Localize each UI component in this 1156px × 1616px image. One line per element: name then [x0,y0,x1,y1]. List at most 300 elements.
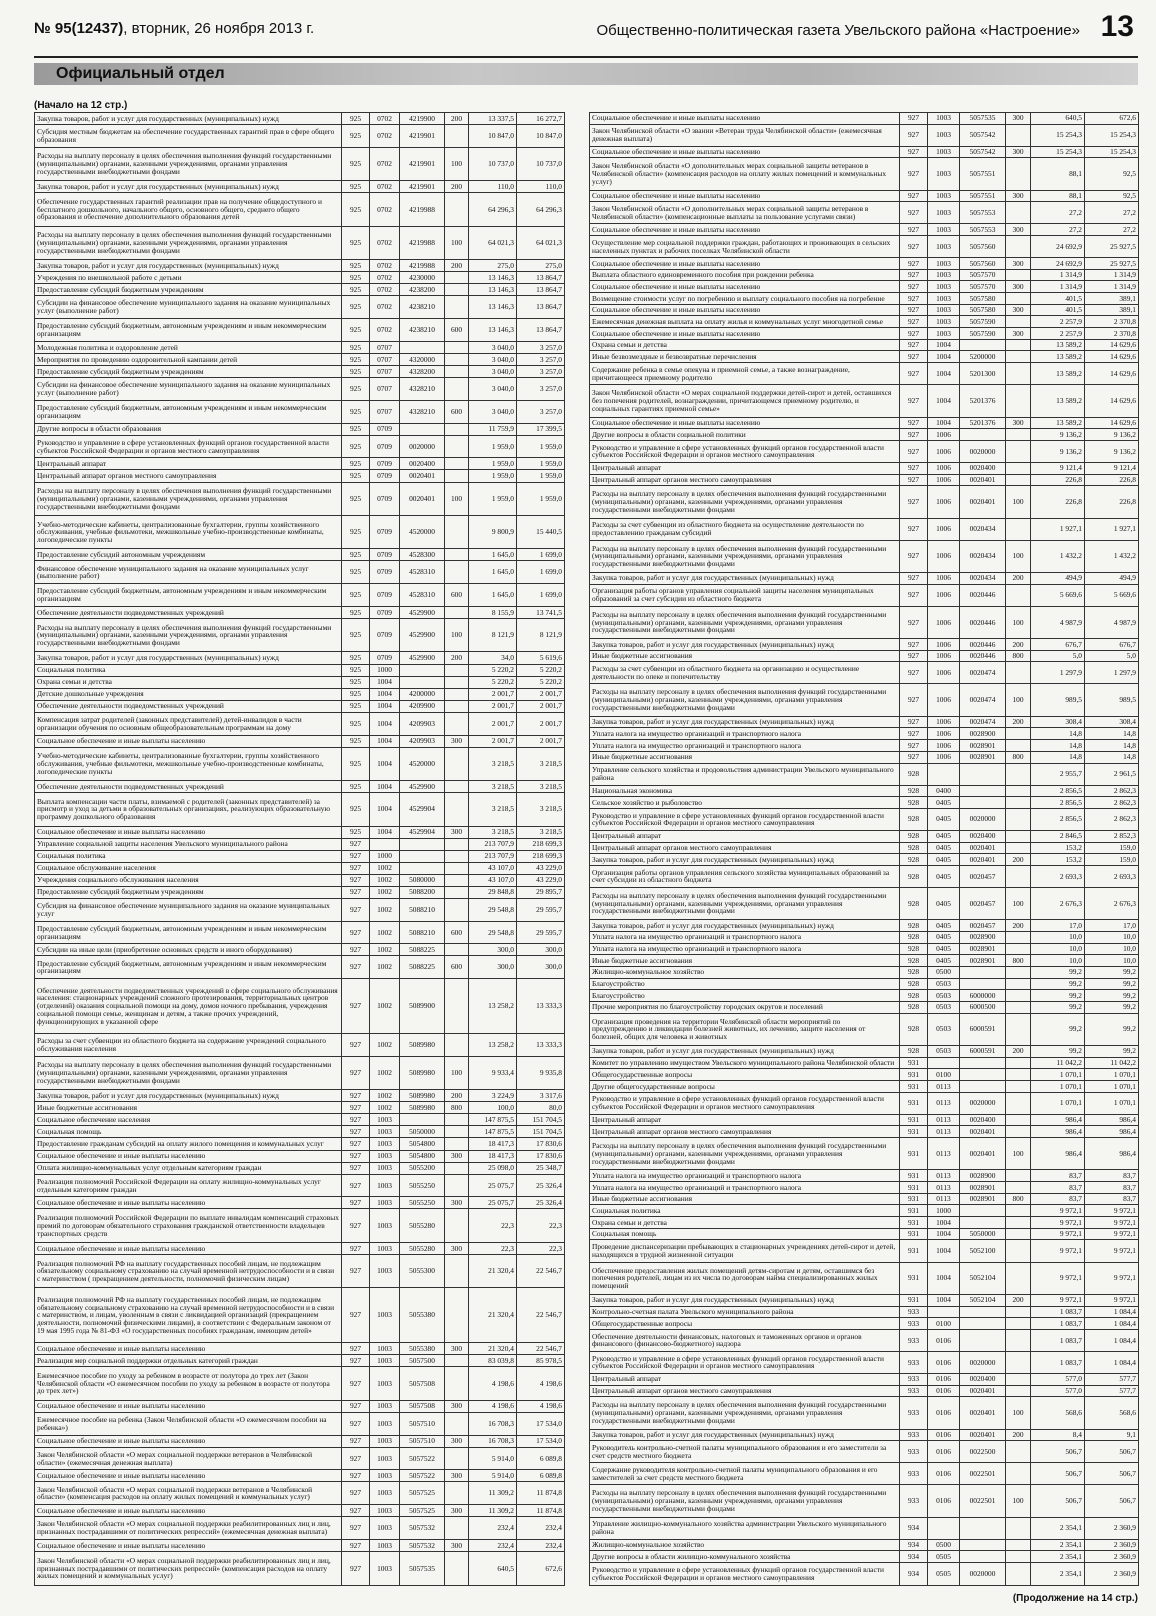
section-code: 0709 [370,470,400,482]
expense-type-code [445,561,469,584]
section-code: 0500 [928,1539,960,1551]
section-code: 1004 [928,363,960,385]
table-row [35,226,565,259]
expense-type-code [1006,1318,1031,1330]
item-name: Предоставление субсидий бюджетным, автономным учреждениям и иным некоммерческим организациям [35,400,342,423]
section-code: 0113 [928,1170,960,1182]
item-name: Уплата налога на имущество организаций и транспортного налога [590,931,900,943]
target-article-code: 4520000 [400,747,445,780]
target-article-code: 4528300 [400,549,445,561]
table-row [35,1102,565,1114]
ministry-code: 927 [900,639,928,651]
expense-type-code [445,1288,469,1343]
ministry-code: 927 [900,269,928,281]
table-row [590,1306,1139,1318]
expense-type-code: 300 [1006,146,1031,158]
table-row [590,440,1139,462]
section-code: 0702 [370,226,400,259]
target-article-code: 0020400 [960,1114,1006,1126]
section-code: 1002 [370,886,400,898]
expense-type-code [445,781,469,793]
item-name: Обеспечение деятельности финансовых, налоговых и таможенных органов и органов финансового (финансово-бюджетного) надзора [590,1329,900,1351]
amount-year-2: 506,7 [1085,1441,1139,1463]
ministry-code: 931 [900,1092,928,1114]
amount-year-1: 9 972,1 [1031,1205,1085,1217]
target-article-code: 0022501 [960,1485,1006,1517]
item-name: Расходы на выплату персоналу в целях обеспечения выполнения функций государственными (муниципальными) органами, казенными учреждениями, органами управления государственными внебюджетными фондами [590,606,900,638]
target-article-code: 0028901 [960,1193,1006,1205]
amount-year-2: 9 972,1 [1085,1294,1139,1306]
amount-year-1: 43 107,0 [469,862,517,874]
ministry-code: 928 [900,1046,928,1058]
table-row [35,470,565,482]
amount-year-1: 9 136,2 [1031,429,1085,441]
amount-year-1: 9 972,1 [1031,1217,1085,1229]
amount-year-2: 14 629,6 [1085,417,1139,429]
table-row [590,158,1139,190]
amount-year-2: 15 440,5 [517,515,565,548]
ministry-code: 925 [342,272,370,284]
section-code: 0707 [370,378,400,401]
expense-type-code [1006,1329,1031,1351]
item-name: Расходы на выплату персоналу в целях обеспечения выполнения функций государственными (муниципальными) органами, казенными учреждениями, органами управления государственными внебюджетными фондами [590,1138,900,1170]
ministry-code: 925 [342,341,370,353]
amount-year-2: 3 218,5 [517,747,565,780]
table-row [590,281,1139,293]
amount-year-2: 389,1 [1085,293,1139,305]
ministry-code: 931 [900,1081,928,1093]
expense-type-code [1006,339,1031,351]
table-row [590,1429,1139,1441]
amount-year-2: 83,7 [1085,1170,1139,1182]
section-code: 1002 [370,921,400,944]
target-article-code: 5057532 [400,1517,445,1540]
expense-type-code [1006,990,1031,1002]
item-name: Центральный аппарат органов местного самоуправления [35,470,342,482]
table-row [35,423,565,435]
expense-type-code [1006,202,1031,224]
table-row [35,272,565,284]
item-name: Ежемесячное пособие по уходу за ребенком в возрасте от полутора до трех лет (Закон Челябинской области «О ежемесячном пособии по уходу за ребенком в возрасте от полутора до трех лет») [35,1367,342,1400]
section-code: 1006 [928,429,960,441]
item-name: Социальное обеспечение и иные выплаты населению [35,1197,342,1209]
amount-year-2: 3 218,5 [517,826,565,838]
ministry-code: 925 [342,700,370,712]
amount-year-1: 9 972,1 [1031,1262,1085,1294]
table-row [35,1343,565,1355]
section-code: 1003 [928,304,960,316]
amount-year-1: 64 296,3 [469,193,517,226]
expense-type-code: 200 [1006,854,1031,866]
ministry-code: 933 [900,1373,928,1385]
section-code: 0702 [370,284,400,296]
amount-year-2: 11 874,8 [517,1482,565,1505]
section-code: 0709 [370,458,400,470]
amount-year-1: 986,4 [1031,1138,1085,1170]
amount-year-2: 83,7 [1085,1182,1139,1194]
target-article-code: 5057542 [960,146,1006,158]
section-code: 1000 [370,664,400,676]
ministry-code: 925 [342,664,370,676]
target-article-code [400,676,445,688]
ministry-code: 933 [900,1485,928,1517]
section-code: 0405 [928,931,960,943]
table-row [35,1540,565,1552]
item-name: Руководитель контрольно-счетной палаты муниципального образования и его заместители за счет средств местного бюджета [590,1441,900,1463]
section-code: 0113 [928,1182,960,1194]
item-name: Учреждения по внешкольной работе с детьми [35,272,342,284]
target-article-code: 5050000 [960,1228,1006,1240]
table-row [590,1228,1139,1240]
section-code: 1003 [370,1150,400,1162]
expense-type-code [1006,1092,1031,1114]
section-code: 1006 [928,584,960,606]
expense-type-code [1006,662,1031,684]
target-article-code: 5055280 [400,1209,445,1242]
table-row [590,797,1139,809]
amount-year-1: 3 218,5 [469,826,517,838]
amount-year-1: 88,1 [1031,158,1085,190]
item-name: Социальное обеспечение населения [35,1114,342,1126]
ministry-code: 933 [900,1441,928,1463]
expense-type-code [1006,1373,1031,1385]
ministry-code: 931 [900,1193,928,1205]
table-row [35,838,565,850]
ministry-code: 927 [342,1540,370,1552]
table-row [35,1174,565,1197]
expense-type-code [1006,1539,1031,1551]
section-code: 0702 [370,272,400,284]
amount-year-2: 672,6 [1085,113,1139,125]
target-article-code: 5088200 [400,886,445,898]
amount-year-2: 9 136,2 [1085,440,1139,462]
ministry-code: 933 [900,1306,928,1318]
item-name: Расходы на выплату персоналу в целях обеспечения выполнения функций государственными (муниципальными) органами, казенными учреждениями, органами управления государственными внебюджетными фондами [590,486,900,518]
section-code: 1004 [928,1262,960,1294]
section-code: 1002 [370,1034,400,1057]
amount-year-2: 1 959,0 [517,470,565,482]
section-code: 1003 [928,258,960,270]
target-article-code: 5080000 [400,874,445,886]
amount-year-1: 2 354,1 [1031,1517,1085,1539]
table-row [590,269,1139,281]
item-name: Уплата налога на имущество организаций и транспортного налога [590,943,900,955]
amount-year-2: 2 862,3 [1085,785,1139,797]
amount-year-1: 13 589,2 [1031,351,1085,363]
section-code: 0405 [928,854,960,866]
amount-year-1: 83,7 [1031,1193,1085,1205]
ministry-code: 927 [900,351,928,363]
section-code: 1003 [370,1126,400,1138]
ministry-code: 927 [900,429,928,441]
amount-year-2: 3 257,0 [517,400,565,423]
expense-type-code [445,272,469,284]
expense-type-code: 300 [1006,190,1031,202]
section-code: 1003 [928,281,960,293]
amount-year-1: 5 914,0 [469,1470,517,1482]
amount-year-1: 9 800,9 [469,515,517,548]
table-row [590,113,1139,125]
section-code: 1006 [928,684,960,716]
expense-type-code: 200 [445,113,469,125]
amount-year-2: 6 089,8 [517,1447,565,1470]
table-row [590,1193,1139,1205]
item-name: Возмещение стоимости услуг по погребению и выплату социального пособия на погребение [590,293,900,305]
target-article-code: 5088210 [400,898,445,921]
item-name: Социальное обеспечение и иные выплаты населению [35,1540,342,1552]
expense-type-code: 300 [1006,113,1031,125]
expense-type-code [1006,440,1031,462]
amount-year-2: 9 136,2 [1085,429,1139,441]
amount-year-2: 9 935,8 [517,1056,565,1089]
ministry-code: 927 [342,1435,370,1447]
ministry-code: 928 [900,920,928,932]
table-row [35,515,565,548]
expense-type-code [1006,1182,1031,1194]
amount-year-1: 3 224,9 [469,1090,517,1102]
amount-year-1: 25 075,7 [469,1197,517,1209]
table-row [35,956,565,979]
expense-type-code: 200 [1006,1046,1031,1058]
amount-year-1: 2 693,3 [1031,865,1085,887]
table-row [590,584,1139,606]
item-name: Центральный аппарат [590,462,900,474]
amount-year-1: 34,0 [469,652,517,664]
target-article-code: 0028900 [960,931,1006,943]
table-row [35,688,565,700]
section-code: 1003 [928,269,960,281]
amount-year-1: 3 218,5 [469,793,517,826]
target-article-code: 5052104 [960,1262,1006,1294]
item-name: Социальная политика [35,850,342,862]
item-name: Расходы на выплату персоналу в целях обеспечения выполнения функций государственными (муниципальными) органами, казенными учреждениями, органами управления государственными внебюджетными фондами [35,1056,342,1089]
target-article-code: 0020401 [960,854,1006,866]
amount-year-2: 1 070,1 [1085,1092,1139,1114]
expense-type-code [445,284,469,296]
table-row [590,1138,1139,1170]
amount-year-2: 4 987,9 [1085,606,1139,638]
amount-year-2: 10,0 [1085,931,1139,943]
ministry-code: 928 [900,990,928,1002]
ministry-code: 925 [342,688,370,700]
amount-year-2: 99,2 [1085,966,1139,978]
ministry-code: 925 [342,366,370,378]
item-name: Закупка товаров, работ и услуг для государственных (муниципальных) нужд [35,181,342,193]
ministry-code: 927 [900,190,928,202]
item-name: Закупка товаров, работ и услуг для государственных (муниципальных) нужд [590,854,900,866]
table-row [590,887,1139,919]
continued-on-note: (Продолжение на 14 стр.) [1012,1593,1138,1604]
table-row [590,1329,1139,1351]
amount-year-1: 10,0 [1031,955,1085,967]
table-row [35,606,565,618]
target-article-code: 0020400 [960,462,1006,474]
ministry-code: 928 [900,931,928,943]
expense-type-code: 300 [445,1470,469,1482]
ministry-code: 927 [342,1400,370,1412]
section-code [928,1306,960,1318]
amount-year-2: 25 927,5 [1085,236,1139,258]
expense-type-code [445,435,469,458]
item-name: Предоставление субсидий бюджетным, автономным учреждениям и иным некоммерческим организациям [35,956,342,979]
amount-year-1: 13 146,3 [469,284,517,296]
section-code: 1006 [928,440,960,462]
target-article-code: 5057525 [400,1482,445,1505]
amount-year-2: 25 348,7 [517,1162,565,1174]
item-name: Центральный аппарат [35,458,342,470]
expense-type-code [1006,1057,1031,1069]
target-article-code: 0028901 [960,1182,1006,1194]
target-article-code: 4528310 [400,561,445,584]
table-row [35,561,565,584]
amount-year-1: 13 146,3 [469,272,517,284]
target-article-code: 0020400 [960,830,1006,842]
amount-year-2: 232,4 [517,1540,565,1552]
ministry-code: 925 [342,482,370,515]
target-article-code [960,1539,1006,1551]
ministry-code: 927 [342,1034,370,1057]
section-code: 1003 [370,1114,400,1126]
ministry-code: 925 [342,147,370,180]
amount-year-1: 3 040,0 [469,353,517,365]
ministry-code: 925 [342,284,370,296]
item-name: Социальное обеспечение и иные выплаты населению [35,826,342,838]
item-name: Уплата налога на имущество организаций и транспортного налога [590,728,900,740]
expense-type-code [445,747,469,780]
section-code: 0405 [928,865,960,887]
target-article-code: 0020434 [960,518,1006,540]
amount-year-2: 15 254,3 [1085,124,1139,146]
ministry-code: 925 [342,470,370,482]
section-code: 1003 [370,1162,400,1174]
amount-year-1: 16 708,3 [469,1412,517,1435]
item-name: Социальное обеспечение и иные выплаты населению [590,258,900,270]
amount-year-1: 147 875,5 [469,1114,517,1126]
ministry-code: 931 [900,1205,928,1217]
amount-year-1: 5 220,2 [469,664,517,676]
amount-year-2: 1 699,0 [517,549,565,561]
target-article-code: 0020401 [960,1126,1006,1138]
item-name: Охрана семьи и детства [590,339,900,351]
amount-year-2: 226,8 [1085,474,1139,486]
page-header [34,10,1138,58]
section-code: 1000 [928,1205,960,1217]
section-code: 0405 [928,887,960,919]
target-article-code: 5200000 [960,351,1006,363]
table-row [35,113,565,125]
expense-type-code: 200 [445,260,469,272]
item-name: Закупка товаров, работ и услуг для государственных (муниципальных) нужд [35,1090,342,1102]
expense-type-code [1006,1170,1031,1182]
amount-year-1: 9 933,4 [469,1056,517,1089]
table-row [590,639,1139,651]
amount-year-1: 9 972,1 [1031,1294,1085,1306]
target-article-code: 5089900 [400,979,445,1034]
ministry-code: 927 [900,662,928,684]
item-name: Закупка товаров, работ и услуг для государственных (муниципальных) нужд [590,716,900,728]
target-article-code: 4528310 [400,584,445,607]
ministry-code: 928 [900,842,928,854]
table-row [590,328,1139,340]
amount-year-1: 27,2 [1031,202,1085,224]
ministry-code: 925 [342,676,370,688]
amount-year-1: 506,7 [1031,1485,1085,1517]
item-name: Иные бюджетные ассигнования [590,650,900,662]
table-row [35,1412,565,1435]
target-article-code [960,785,1006,797]
target-article-code: 0022500 [960,1441,1006,1463]
issue-info [34,20,314,37]
item-name: Предоставление субсидий бюджетным учреждениям [35,284,342,296]
amount-year-2: 14 629,6 [1085,339,1139,351]
amount-year-1: 8 121,9 [469,619,517,652]
table-row [590,785,1139,797]
item-name: Закон Челябинской области «О дополнительных мерах социальной защиты ветеранов в Челябинской области» (компенсационные выплаты за пользование услугами связи) [590,202,900,224]
section-code: 0709 [370,482,400,515]
table-row [35,898,565,921]
target-article-code: 5089980 [400,1056,445,1089]
table-row [590,417,1139,429]
target-article-code: 0020457 [960,865,1006,887]
expense-type-code [1006,1262,1031,1294]
ministry-code: 927 [342,1505,370,1517]
amount-year-1: 9 121,4 [1031,462,1085,474]
section-code: 1003 [370,1174,400,1197]
table-row [590,1351,1139,1373]
section-code: 0113 [928,1092,960,1114]
section-code: 1002 [370,979,400,1034]
amount-year-2: 5 220,2 [517,676,565,688]
ministry-code: 927 [900,316,928,328]
amount-year-2: 22 546,7 [517,1254,565,1287]
amount-year-2: 64 296,3 [517,193,565,226]
table-row [35,366,565,378]
target-article-code [960,339,1006,351]
expense-type-code: 200 [1006,716,1031,728]
amount-year-1: 110,0 [469,181,517,193]
amount-year-2: 568,6 [1085,1397,1139,1429]
page-number: 13 [1100,10,1134,43]
item-name: Центральный аппарат органов местного самоуправления [590,1385,900,1397]
table-row [35,1505,565,1517]
ministry-code: 927 [900,258,928,270]
item-name: Контрольно-счетная палата Увельского муниципального района [590,1306,900,1318]
target-article-code: 5201300 [960,363,1006,385]
table-row [590,606,1139,638]
amount-year-1: 989,5 [1031,684,1085,716]
target-article-code: 0020401 [400,470,445,482]
table-row [35,1197,565,1209]
section-code: 1004 [928,339,960,351]
expense-type-code: 200 [1006,920,1031,932]
expense-type-code [445,944,469,956]
amount-year-1: 5,0 [1031,650,1085,662]
expense-type-code [1006,269,1031,281]
section-code: 0709 [370,515,400,548]
expense-type-code: 200 [1006,1294,1031,1306]
target-article-code: 0020446 [960,584,1006,606]
amount-year-1: 3 218,5 [469,781,517,793]
table-row [35,1400,565,1412]
section-code: 1004 [370,735,400,747]
amount-year-1: 2 856,5 [1031,797,1085,809]
amount-year-1: 3 040,0 [469,400,517,423]
target-article-code: 5201376 [960,385,1006,417]
table-row [590,1373,1139,1385]
section-code: 1000 [370,850,400,862]
expense-type-code [445,1126,469,1138]
table-row [35,1209,565,1242]
